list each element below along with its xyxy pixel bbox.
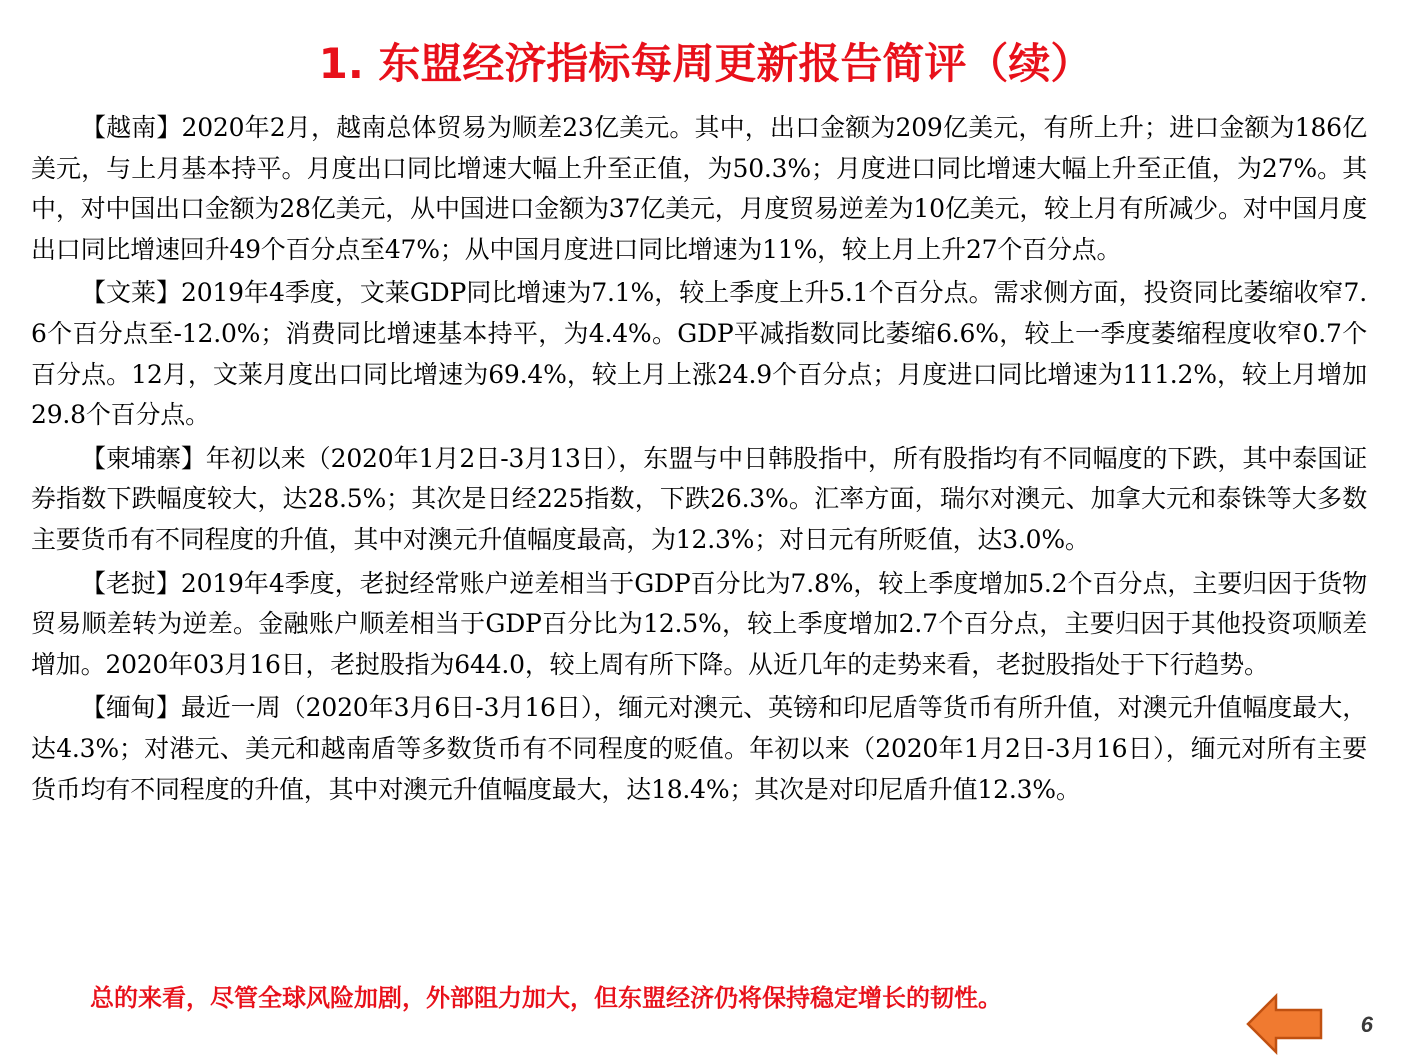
report-body: [31, 108, 1367, 813]
page-title: 1. 东盟经济指标每周更新报告简评（续）: [318, 39, 1093, 88]
back-button[interactable]: [1246, 993, 1324, 1055]
page-number: 6: [1360, 1012, 1373, 1037]
conclusion-text: 总的来看，尽管全球风险加剧，外部阻力加大，但东盟经济仍将保持稳定增长的韧性。: [90, 984, 1002, 1012]
paragraph-vietnam: 【越南】2020年2月，越南总体贸易为顺差23亿美元。其中，出口金额为209亿美元，有所上升；进口金额为186亿美元，与上月基本持平。月度出口同比增速大幅上升至正值，为50.3%；月度进口同比增速大幅上升至正值，为27%。其中，对中国出口金额为28亿美元，从中国进口金额为37亿美元，月度贸易逆差为10亿美元，较上月有所减少。对中国月度出口同比增速回升49个百分点至47%；从中国月度进口同比增速为11%，较上月上升27个百分点。: [31, 113, 1367, 264]
paragraph-laos: 【老挝】2019年4季度，老挝经常账户逆差相当于GDP百分比为7.8%，较上季度增加5.2个百分点，主要归因于货物贸易顺差转为逆差。金融账户顺差相当于GDP百分比为12.5%，较上季度增加2.7个百分点，主要归因于其他投资项顺差增加。2020年03月16日，老挝股指为644.0，较上周有所下降。从近几年的走势来看，老挝股指处于下行趋势。: [31, 568, 1367, 679]
left-arrow-icon: [1246, 993, 1324, 1055]
paragraph-myanmar: 【缅甸】最近一周（2020年3月6日-3月16日），缅元对澳元、英镑和印尼盾等货币有所升值，对澳元升值幅度最大，达4.3%；对港元、美元和越南盾等多数货币有不同程度的贬值。年初以来（2020年1月2日-3月16日），缅元对所有主要货币均有不同程度的升值，其中对澳元升值幅度最大，达18.4%；其次是对印尼盾升值12.3%。: [31, 693, 1367, 804]
paragraph-brunei: 【文莱】2019年4季度，文莱GDP同比增速为7.1%，较上季度上升5.1个百分点。需求侧方面，投资同比萎缩收窄7.6个百分点至-12.0%；消费同比增速基本持平，为4.4%。GDP平减指数同比萎缩6.6%，较上一季度萎缩程度收窄0.7个百分点。12月，文莱月度出口同比增速为69.4%，较上月上涨24.9个百分点；月度进口同比增速为111.2%，较上月增加29.8个百分点。: [31, 278, 1367, 430]
paragraph-cambodia: 【柬埔寨】年初以来（2020年1月2日-3月13日），东盟与中日韩股指中，所有股指均有不同幅度的下跌，其中泰国证券指数下跌幅度较大，达28.5%；其次是日经225指数，下跌26.3%。汇率方面，瑞尔对澳元、加拿大元和泰铢等大多数主要货币有不同程度的升值，其中对澳元升值幅度最高，为12.3%；对日元有所贬值，达3.0%。: [31, 443, 1367, 554]
